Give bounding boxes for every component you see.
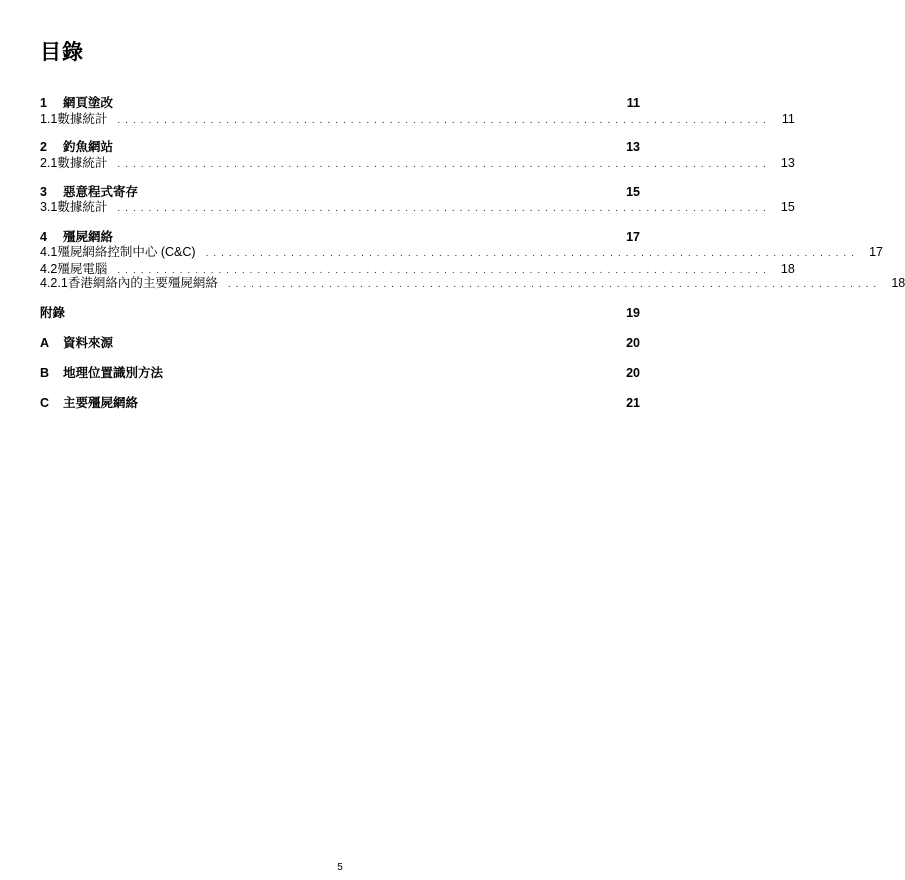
toc-entry-number: 3.1	[40, 200, 58, 214]
toc-entry-number: 附錄	[40, 306, 66, 320]
toc-entry-page: 18	[891, 276, 905, 290]
toc-entry-appendix[interactable]	[40, 335, 640, 351]
toc-entry-label: 主要殭屍網絡	[63, 396, 139, 410]
toc-entry-section[interactable]	[40, 111, 795, 127]
toc-entry-label: 資料來源	[63, 336, 114, 350]
toc-entry-section[interactable]	[40, 244, 883, 260]
dot-leader: ....................................................................................	[117, 115, 771, 126]
dot-leader: ....................................................................................	[117, 159, 771, 170]
toc-entry-chapter[interactable]	[40, 184, 640, 200]
toc-entry-label: 惡意程式寄存	[63, 185, 139, 199]
toc-entry-subsection[interactable]	[40, 275, 905, 291]
dot-leader: ....................................................................................	[117, 203, 771, 214]
toc-entry-number: 2	[40, 140, 47, 154]
toc-entry-label: 殭屍網絡	[63, 230, 114, 244]
toc-entry-appendix[interactable]	[40, 305, 640, 321]
toc-entry-number: 4.2.1	[40, 276, 68, 290]
toc-entry-label: 網頁塗改	[63, 96, 114, 110]
toc-entry-number: 4	[40, 230, 47, 244]
toc-entry-number: 2.1	[40, 156, 58, 170]
toc-title: 目錄	[40, 41, 84, 64]
toc-entry-label: 數據統計	[57, 112, 108, 126]
toc-entry-label: 殭屍網絡控制中心 (C&C)	[57, 245, 196, 259]
toc-entry-number: B	[40, 366, 50, 380]
toc-entry-page: 15	[780, 200, 795, 214]
dot-leader: ....................................................................................	[117, 265, 771, 276]
toc-entry-page: 20	[626, 336, 640, 350]
toc-entry-chapter[interactable]	[40, 229, 640, 245]
toc-entry-chapter[interactable]	[40, 95, 640, 111]
footer-page-number: 5	[337, 862, 343, 873]
toc-entry-page: 15	[626, 185, 640, 199]
dot-leader: ....................................................................................	[227, 279, 882, 290]
toc-entry-page: 20	[626, 366, 640, 380]
toc-entry-label: 殭屍電腦	[57, 262, 108, 276]
toc-entry-page: 13	[626, 140, 640, 154]
toc-entry-number: 4.2	[40, 262, 58, 276]
toc-entry-page: 13	[780, 156, 795, 170]
toc-entry-label: 數據統計	[57, 200, 108, 214]
toc-entry-number: 4.1	[40, 245, 58, 259]
toc-entry-page: 11	[781, 112, 795, 126]
toc-entry-section[interactable]	[40, 199, 795, 215]
toc-entry-label: 釣魚網站	[63, 140, 114, 154]
toc-entry-number: C	[40, 396, 50, 410]
toc-entry-label: 香港網絡內的主要殭屍網絡	[67, 276, 218, 290]
toc-entry-number: 3	[40, 185, 47, 199]
toc-entry-label: 地理位置識別方法	[63, 366, 164, 380]
dot-leader: ....................................................................................	[205, 248, 859, 259]
toc-entry-page: 19	[626, 306, 640, 320]
toc-entry-page: 17	[869, 245, 883, 259]
toc-entry-section[interactable]	[40, 155, 795, 171]
toc-entry-page: 18	[780, 262, 795, 276]
toc-entry-number: 1	[40, 96, 47, 110]
toc-entry-chapter[interactable]	[40, 139, 640, 155]
toc-entry-page: 11	[626, 96, 640, 110]
toc-entry-label: 數據統計	[57, 156, 108, 170]
toc-entry-appendix[interactable]	[40, 365, 640, 381]
toc-entry-number: A	[40, 336, 50, 350]
toc-entry-page: 21	[626, 396, 640, 410]
toc-entry-appendix[interactable]	[40, 395, 640, 411]
toc-entry-page: 17	[626, 230, 640, 244]
toc-entry-number: 1.1	[40, 112, 58, 126]
